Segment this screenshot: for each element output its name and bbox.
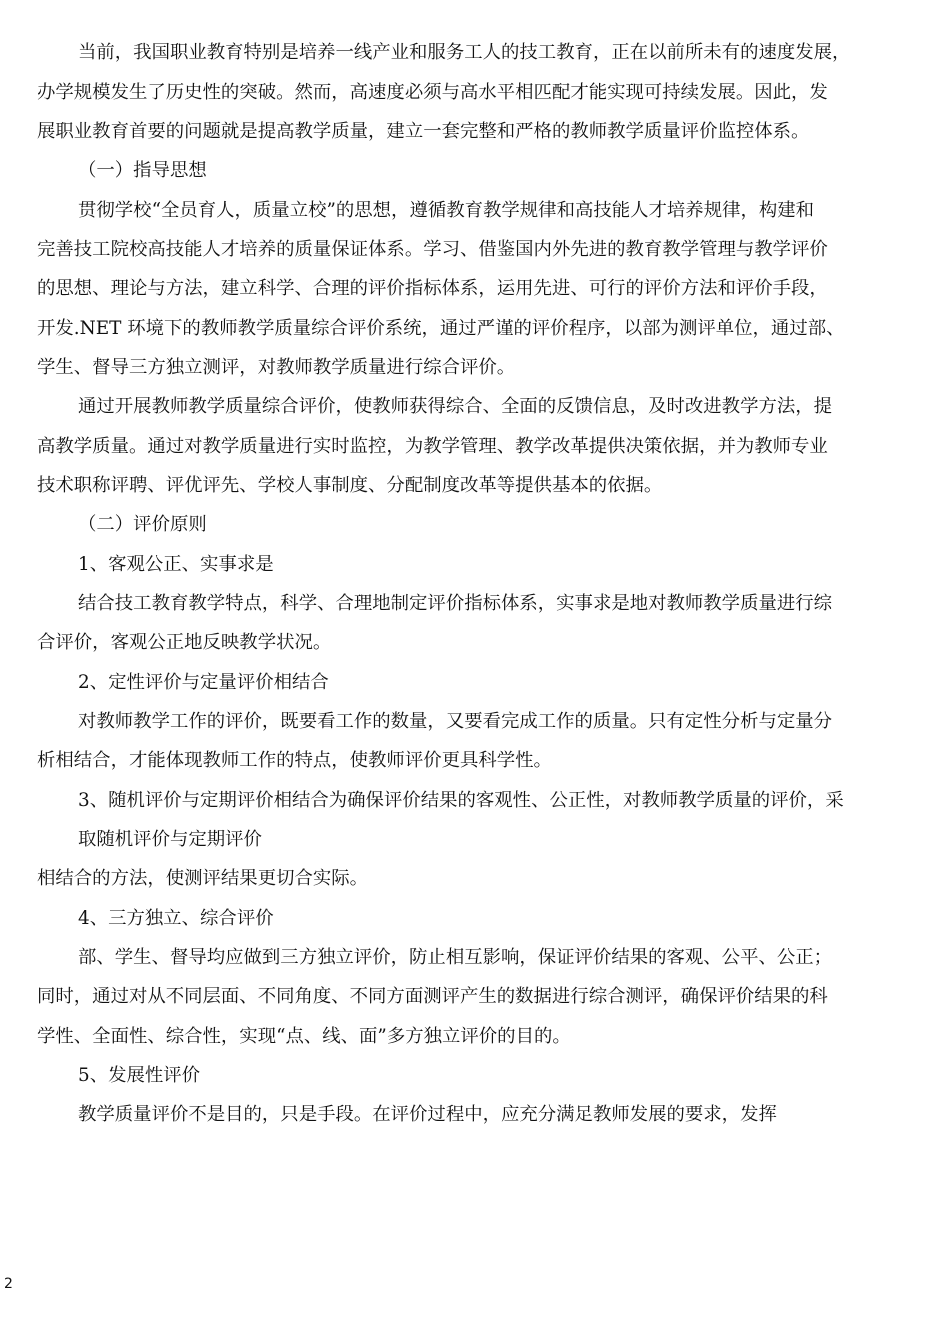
body-line: 学生、督导三方独立测评，对教师教学质量进行综合评价。	[37, 357, 516, 378]
body-line: 完善技工院校高技能人才培养的质量保证体系。学习、借鉴国内外先进的教育教学管理与教学评价	[37, 239, 828, 260]
body-line: 合评价，客观公正地反映教学状况。	[37, 632, 332, 653]
body-line: 学性、全面性、综合性，实现“点、线、面”多方独立评价的目的。	[37, 1026, 571, 1047]
section-heading: （一）指导思想	[78, 160, 207, 181]
subheading: 1、客观公正、实事求是	[78, 554, 274, 575]
page-number: 2	[4, 1276, 13, 1292]
subheading: 4、三方独立、综合评价	[78, 908, 274, 929]
body-line: 开发.NET 环境下的教师教学质量综合评价系统，通过严谨的评价程序，以部为测评单位，通过部、	[37, 318, 845, 339]
body-line: 析相结合，才能体现教师工作的特点，使教师评价更具科学性。	[37, 750, 552, 771]
section-heading: （二）评价原则	[78, 514, 207, 535]
body-line: 部、学生、督导均应做到三方独立评价，防止相互影响，保证评价结果的客观、公平、公正；	[78, 947, 833, 968]
body-line: 教学质量评价不是目的，只是手段。在评价过程中，应充分满足教师发展的要求，发挥	[78, 1104, 777, 1125]
body-line: 的思想、理论与方法，建立科学、合理的评价指标体系，运用先进、可行的评价方法和评价手段，	[37, 278, 828, 299]
body-line: 贯彻学校“全员育人，质量立校”的思想，遵循教育教学规律和高技能人才培养规律，构建和	[78, 200, 815, 221]
body-line: 通过开展教师教学质量综合评价，使教师获得综合、全面的反馈信息，及时改进教学方法，提	[78, 396, 833, 417]
body-line: 高教学质量。通过对教学质量进行实时监控，为教学管理、教学改革提供决策依据，并为教师专业	[37, 436, 828, 457]
body-line: 技术职称评聘、评优评先、学校人事制度、分配制度改革等提供基本的依据。	[37, 475, 663, 496]
body-line: 取随机评价与定期评价	[78, 829, 262, 850]
body-line: 相结合的方法，使测评结果更切合实际。	[37, 868, 369, 889]
subheading: 2、定性评价与定量评价相结合	[78, 672, 329, 693]
body-line: 办学规模发生了历史性的突破。然而，高速度必须与高水平相匹配才能实现可持续发展。因此，发	[37, 82, 828, 103]
body-line: 对教师教学工作的评价，既要看工作的数量，又要看完成工作的质量。只有定性分析与定量分	[78, 711, 833, 732]
subheading: 3、随机评价与定期评价相结合为确保评价结果的客观性、公正性，对教师教学质量的评价，采	[78, 790, 844, 811]
body-line: 结合技工教育教学特点，科学、合理地制定评价指标体系，实事求是地对教师教学质量进行综	[78, 593, 833, 614]
body-line: 同时，通过对从不同层面、不同角度、不同方面测评产生的数据进行综合测评，确保评价结果的科	[37, 986, 828, 1007]
subheading: 5、发展性评价	[78, 1065, 201, 1086]
body-line: 展职业教育首要的问题就是提高教学质量，建立一套完整和严格的教师教学质量评价监控体系。	[37, 121, 810, 142]
body-line: 当前，我国职业教育特别是培养一线产业和服务工人的技工教育，正在以前所未有的速度发展，	[78, 42, 851, 63]
